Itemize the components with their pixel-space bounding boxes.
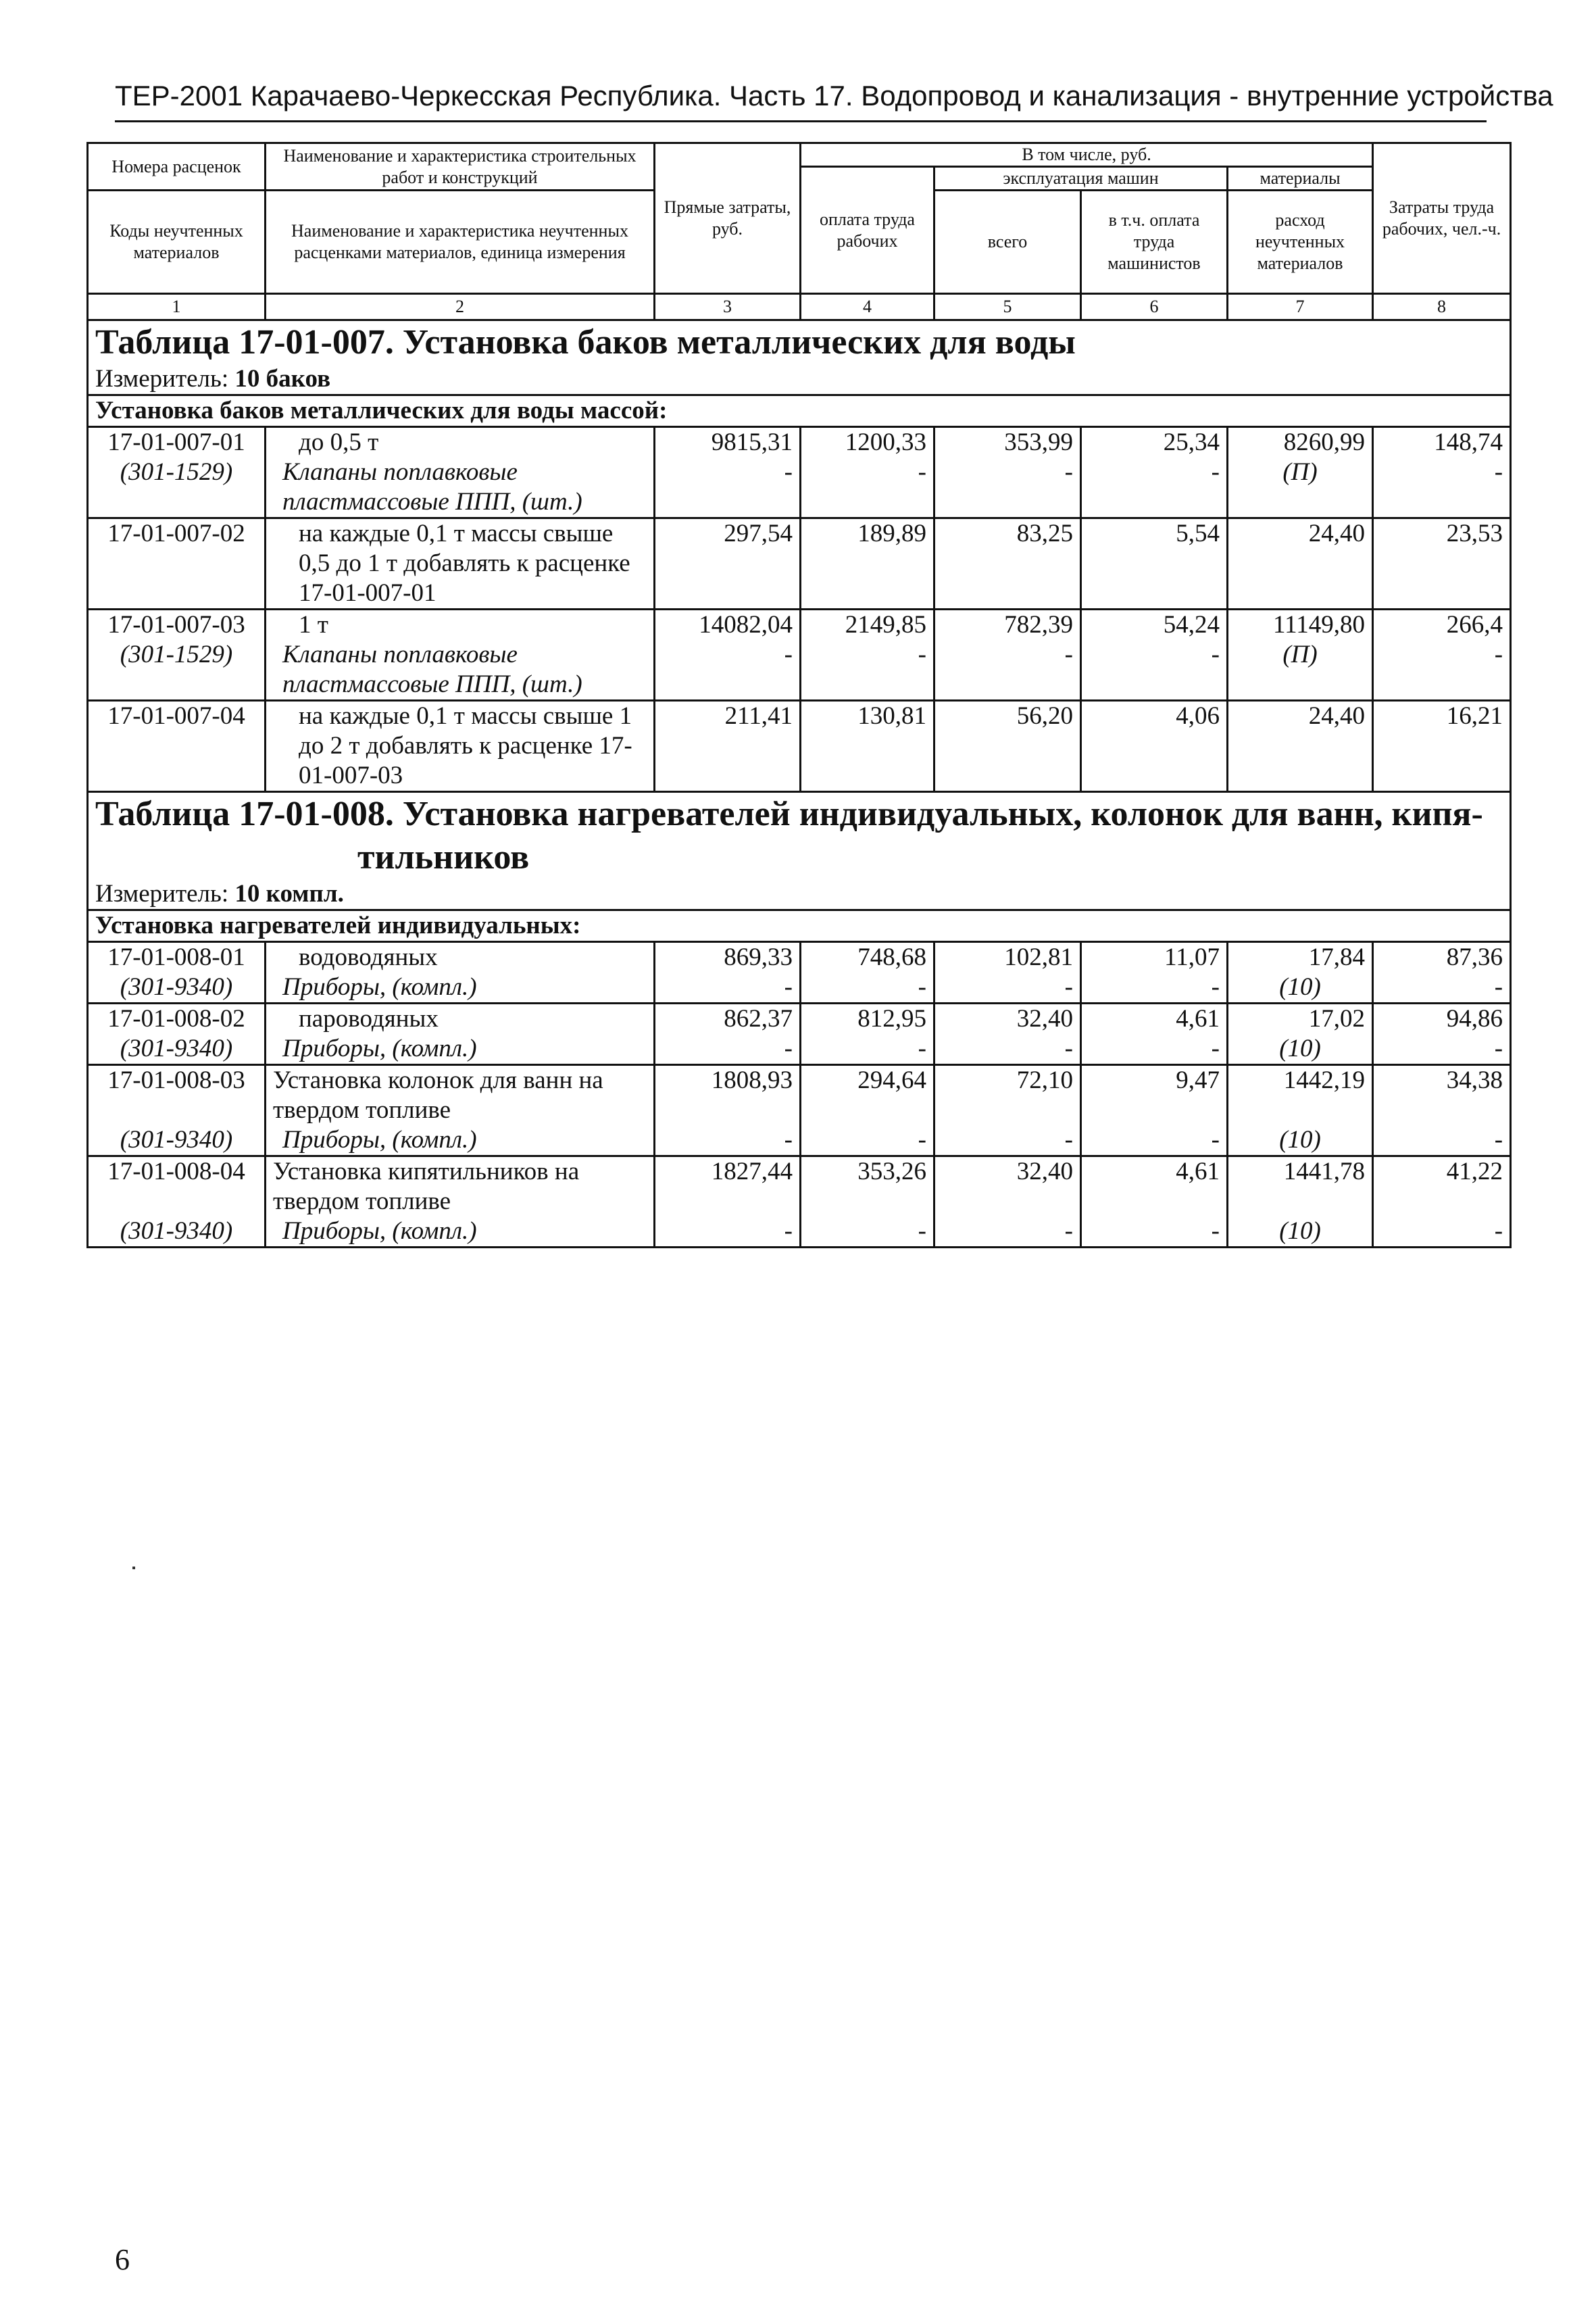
rate-code: 17-01-008-01 [88, 942, 266, 973]
table-title: Таблица 17-01-007. Установка баков металлических для воды [88, 320, 1511, 365]
rate-name: на каждые 0,1 т массы свыше 0,5 до 1 т добавлять к расценке 17-01-007-01 [266, 518, 655, 610]
rate-code: 17-01-008-02 [88, 1004, 266, 1035]
labor-hours: 23,53 [1373, 518, 1511, 610]
material-row [88, 1216, 1511, 1248]
rate-name: Установка кипятильников на твердом топливе [266, 1156, 655, 1217]
material-code: (301-9340) [88, 1034, 266, 1065]
machinist-pay: 11,07 [1081, 942, 1228, 973]
worker-pay: 353,26 [801, 1156, 934, 1217]
material-unit-mark: (10) [1228, 1034, 1373, 1065]
unit-row [88, 879, 1511, 910]
direct-costs: 869,33 [655, 942, 801, 973]
table-row [88, 942, 1511, 973]
worker-pay: 1200,33 [801, 427, 934, 458]
material-code: (301-1529) [88, 640, 266, 701]
material-code: (301-9340) [88, 973, 266, 1004]
rate-code: 17-01-008-03 [88, 1065, 266, 1126]
rate-name: водоводяных [266, 942, 655, 973]
section-heading: Установка нагревателей индивидуальных: [88, 910, 1511, 942]
page-number: 6 [115, 2243, 130, 2276]
direct-costs: 211,41 [655, 701, 801, 792]
machine-total: 32,40 [934, 1156, 1081, 1217]
unit-row [88, 364, 1511, 395]
machinist-pay: 4,06 [1081, 701, 1228, 792]
col-machinist-pay-header: в т.ч. оплата труда машинистов [1081, 191, 1228, 294]
material-unit-mark: (П) [1228, 640, 1373, 701]
machine-total: 32,40 [934, 1004, 1081, 1035]
dash: - [801, 973, 934, 1004]
machine-total: 353,99 [934, 427, 1081, 458]
col-direct-costs-header: Прямые затраты, руб. [655, 143, 801, 294]
labor-hours: 41,22 [1373, 1156, 1511, 1217]
material-row [88, 1125, 1511, 1156]
dash: - [801, 640, 934, 701]
machine-total: 782,39 [934, 610, 1081, 641]
col-num: 1 [88, 294, 266, 320]
material-row [88, 1034, 1511, 1065]
col-num: 6 [1081, 294, 1228, 320]
col-materials-header: материалы [1228, 167, 1373, 191]
material-code: (301-9340) [88, 1216, 266, 1248]
table-row [88, 518, 1511, 610]
col-num: 2 [266, 294, 655, 320]
machinist-pay: 4,61 [1081, 1156, 1228, 1217]
table-row [88, 1156, 1511, 1217]
rate-name: до 0,5 т [266, 427, 655, 458]
section-row [88, 910, 1511, 942]
dash: - [655, 1034, 801, 1065]
col-machine-operation-header: эксплуатация машин [934, 167, 1228, 191]
dash: - [1081, 640, 1228, 701]
material-name: Приборы, (компл.) [266, 1216, 655, 1248]
table-title: Таблица 17-01-008. Установка нагревателей индивидуальных, колонок для ванн, кипя- тильников [88, 792, 1511, 880]
running-header: ТЕР-2001 Карачаево-Черкесская Республика. Часть 17. Водопровод и канализация - внутренние устройства [115, 80, 1553, 112]
worker-pay: 2149,85 [801, 610, 934, 641]
material-row [88, 458, 1511, 518]
col-labor-hours-header: Затраты труда рабочих, чел.-ч. [1373, 143, 1511, 294]
labor-hours: 34,38 [1373, 1065, 1511, 1126]
dash: - [1373, 1034, 1511, 1065]
material-cost: 1442,19 [1228, 1065, 1373, 1126]
labor-hours: 16,21 [1373, 701, 1511, 792]
rate-code: 17-01-008-04 [88, 1156, 266, 1217]
dash: - [1373, 973, 1511, 1004]
material-unit-mark: (П) [1228, 458, 1373, 518]
worker-pay: 189,89 [801, 518, 934, 610]
scan-speck [132, 1567, 135, 1569]
dash: - [934, 1216, 1081, 1248]
dash: - [934, 458, 1081, 518]
material-cost: 8260,99 [1228, 427, 1373, 458]
dash: - [934, 640, 1081, 701]
dash: - [801, 1034, 934, 1065]
dash: - [1373, 1125, 1511, 1156]
dash: - [1081, 1034, 1228, 1065]
material-unit-mark: (10) [1228, 1216, 1373, 1248]
rate-code: 17-01-007-02 [88, 518, 266, 610]
machinist-pay: 25,34 [1081, 427, 1228, 458]
material-cost: 11149,80 [1228, 610, 1373, 641]
dash: - [655, 640, 801, 701]
table-row [88, 427, 1511, 458]
machinist-pay: 5,54 [1081, 518, 1228, 610]
direct-costs: 1808,93 [655, 1065, 801, 1126]
material-cost: 1441,78 [1228, 1156, 1373, 1217]
column-number-row [88, 294, 1511, 320]
dash: - [655, 973, 801, 1004]
col-num: 7 [1228, 294, 1373, 320]
dash: - [1081, 1216, 1228, 1248]
dash: - [801, 1125, 934, 1156]
rate-name: на каждые 0,1 т массы свыше 1 до 2 т добавлять к расценке 17-01-007-03 [266, 701, 655, 792]
dash: - [801, 458, 934, 518]
material-unit-mark: (10) [1228, 1125, 1373, 1156]
material-cost: 17,84 [1228, 942, 1373, 973]
rate-code: 17-01-007-03 [88, 610, 266, 641]
rate-name: пароводяных [266, 1004, 655, 1035]
worker-pay: 812,95 [801, 1004, 934, 1035]
table-row [88, 1065, 1511, 1126]
labor-hours: 94,86 [1373, 1004, 1511, 1035]
col-worker-pay-header: оплата труда рабочих [801, 167, 934, 294]
measure-unit: Измеритель: 10 баков [88, 364, 1511, 395]
material-name: Приборы, (компл.) [266, 1125, 655, 1156]
material-cost: 24,40 [1228, 701, 1373, 792]
dash: - [1373, 640, 1511, 701]
col-rate-number-header: Номера расценок [88, 143, 266, 191]
dash: - [934, 973, 1081, 1004]
table-row [88, 701, 1511, 792]
labor-hours: 148,74 [1373, 427, 1511, 458]
col-including-header: В том числе, руб. [801, 143, 1373, 167]
rate-code: 17-01-007-04 [88, 701, 266, 792]
col-num: 4 [801, 294, 934, 320]
machine-total: 56,20 [934, 701, 1081, 792]
machinist-pay: 4,61 [1081, 1004, 1228, 1035]
dash: - [1081, 458, 1228, 518]
dash: - [1373, 1216, 1511, 1248]
material-code: (301-1529) [88, 458, 266, 518]
col-num: 8 [1373, 294, 1511, 320]
dash: - [655, 458, 801, 518]
material-cost: 24,40 [1228, 518, 1373, 610]
table-title-row [88, 792, 1511, 880]
labor-hours: 266,4 [1373, 610, 1511, 641]
direct-costs: 297,54 [655, 518, 801, 610]
dash: - [655, 1125, 801, 1156]
machine-total: 102,81 [934, 942, 1081, 973]
machinist-pay: 54,24 [1081, 610, 1228, 641]
dash: - [934, 1125, 1081, 1156]
dash: - [1373, 458, 1511, 518]
col-num: 5 [934, 294, 1081, 320]
direct-costs: 1827,44 [655, 1156, 801, 1217]
dash: - [801, 1216, 934, 1248]
col-material-code-header: Коды неучтенных материалов [88, 191, 266, 294]
header-rule [115, 120, 1487, 122]
material-name: Приборы, (компл.) [266, 1034, 655, 1065]
material-row [88, 973, 1511, 1004]
rate-name: Установка колонок для ванн на твердом топливе [266, 1065, 655, 1126]
material-name: Клапаны поплавковые пластмассовые ППП, (шт.) [266, 640, 655, 701]
labor-hours: 87,36 [1373, 942, 1511, 973]
table-row [88, 1004, 1511, 1035]
col-machine-total-header: всего [934, 191, 1081, 294]
direct-costs: 14082,04 [655, 610, 801, 641]
dash: - [1081, 1125, 1228, 1156]
rate-code: 17-01-007-01 [88, 427, 266, 458]
col-material-usage-header: расход неучтенных материалов [1228, 191, 1373, 294]
worker-pay: 294,64 [801, 1065, 934, 1126]
worker-pay: 130,81 [801, 701, 934, 792]
table-row [88, 610, 1511, 641]
direct-costs: 9815,31 [655, 427, 801, 458]
col-material-name-header: Наименование и характеристика неучтенных расценками материалов, единица измерения [266, 191, 655, 294]
material-name: Клапаны поплавковые пластмассовые ППП, (шт.) [266, 458, 655, 518]
worker-pay: 748,68 [801, 942, 934, 973]
machine-total: 83,25 [934, 518, 1081, 610]
dash: - [934, 1034, 1081, 1065]
machinist-pay: 9,47 [1081, 1065, 1228, 1126]
dash: - [1081, 973, 1228, 1004]
measure-unit: Измеритель: 10 компл. [88, 879, 1511, 910]
material-cost: 17,02 [1228, 1004, 1373, 1035]
section-row [88, 395, 1511, 427]
dash: - [655, 1216, 801, 1248]
column-header-row-1 [88, 143, 1511, 167]
material-row [88, 640, 1511, 701]
material-code: (301-9340) [88, 1125, 266, 1156]
material-unit-mark: (10) [1228, 973, 1373, 1004]
table-title-row [88, 320, 1511, 365]
section-heading: Установка баков металлических для воды массой: [88, 395, 1511, 427]
material-name: Приборы, (компл.) [266, 973, 655, 1004]
rate-name: 1 т [266, 610, 655, 641]
col-num: 3 [655, 294, 801, 320]
machine-total: 72,10 [934, 1065, 1081, 1126]
rates-table [86, 142, 1512, 1248]
direct-costs: 862,37 [655, 1004, 801, 1035]
col-work-name-header: Наименование и характеристика строительных работ и конструкций [266, 143, 655, 191]
